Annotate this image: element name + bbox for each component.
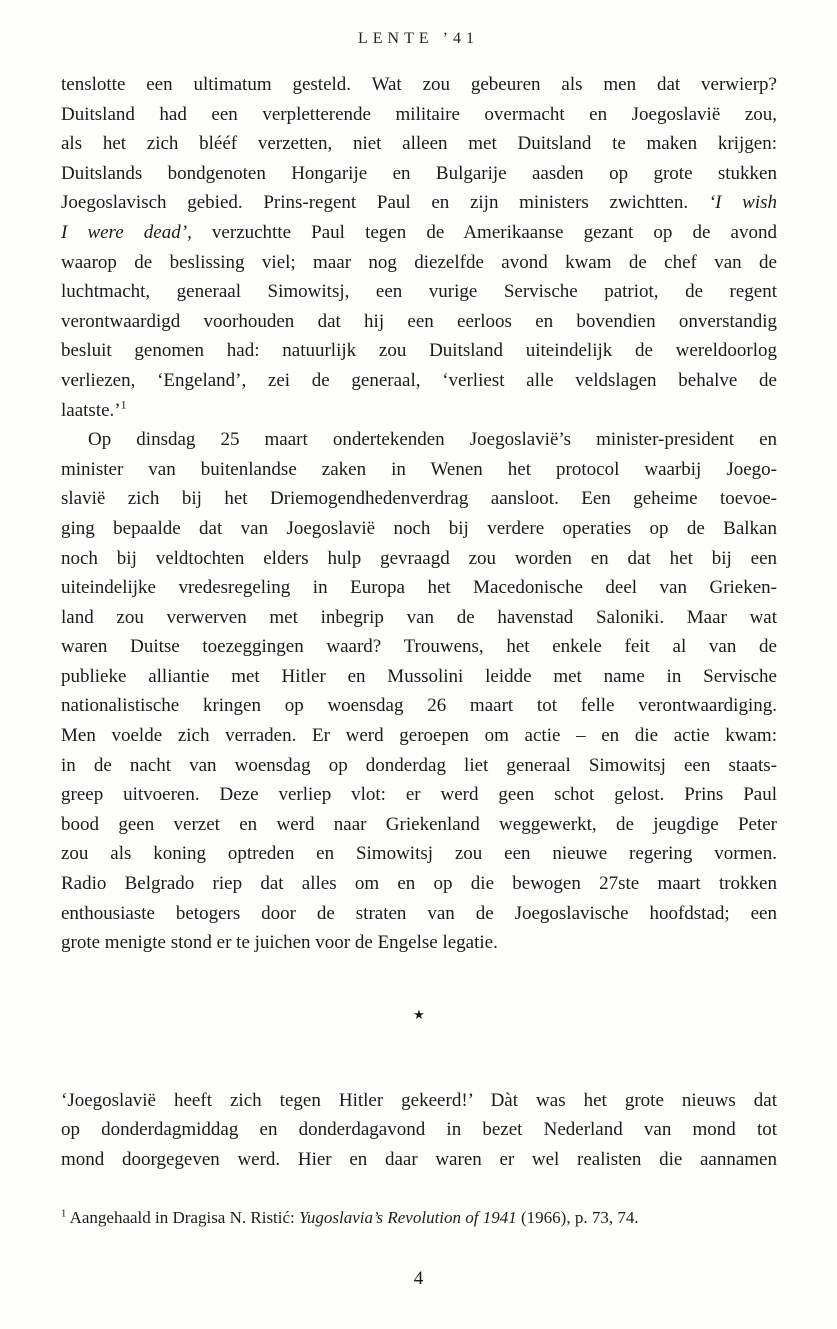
text-run: , verzuchtte Paul tegen de Amerikaanse gezant op de avond xyxy=(187,221,777,243)
text-run: Duitslands bondgenoten Hongarije en Bulgarije aasden op grote stukken xyxy=(61,162,777,184)
text-run: op donderdagmiddag en donderdagavond in bezet Nederland van mond tot xyxy=(61,1119,777,1141)
text-run: minister van buitenlandse zaken in Wenen het protocol waarbij Joego- xyxy=(61,458,777,480)
italic-run: ‘I wish xyxy=(708,192,777,214)
section-divider-star: ★ xyxy=(413,1006,425,1022)
text-line xyxy=(61,751,777,781)
text-line xyxy=(61,573,777,603)
text-line xyxy=(61,277,777,307)
superscript-marker: 1 xyxy=(120,398,127,412)
text-run: uiteindelijke vredesregeling in Europa het Macedonische deel van Grieken- xyxy=(61,577,777,599)
text-line xyxy=(61,307,777,337)
text-line xyxy=(61,1086,777,1116)
text-run: nationalistische kringen op woensdag 26 maart tot felle verontwaardiging. xyxy=(61,695,777,717)
text-run: waren Duitse toezeggingen waard? Trouwens, het enkele feit al van de xyxy=(61,636,777,658)
italic-run: I were dead’ xyxy=(61,221,188,243)
text-line xyxy=(61,1145,777,1175)
text-line xyxy=(61,632,777,662)
text-line xyxy=(61,662,777,692)
text-run: Radio Belgrado riep dat alles om en op die bewogen 27ste maart trokken xyxy=(61,873,777,895)
text-line xyxy=(61,159,777,189)
text-run: Aangehaald in Dragisa N. Ristić: xyxy=(66,1207,300,1227)
text-line xyxy=(61,839,777,869)
text-run: publieke alliantie met Hitler en Mussolini leidde met name in Servische xyxy=(61,665,777,687)
text-run: (1966), p. 73, 74. xyxy=(516,1207,639,1227)
text-line xyxy=(61,248,777,278)
text-line xyxy=(61,425,777,455)
text-line xyxy=(61,188,777,218)
text-run: bood geen verzet en werd naar Griekenland weggewerkt, de jeugdige Peter xyxy=(61,813,777,835)
text-run: in de nacht van woensdag op donderdag liet generaal Simowitsj een staats- xyxy=(61,754,777,776)
footnote xyxy=(61,1206,777,1230)
text-line xyxy=(61,218,777,248)
text-run: grote menigte stond er te juichen voor de Engelse legatie. xyxy=(61,932,498,954)
page-number: 4 xyxy=(413,1268,424,1289)
text-block xyxy=(61,70,777,1230)
text-run: noch bij veldtochten elders hulp gevraagd zou worden en dat het bij een xyxy=(61,547,777,569)
text-run: mond doorgegeven werd. Hier en daar waren er wel realisten die aannamen xyxy=(61,1149,777,1170)
text-line xyxy=(61,484,777,514)
text-run: Joegoslavisch gebied. Prins-regent Paul en zijn ministers zwichtten. xyxy=(61,192,709,214)
text-line xyxy=(61,129,777,159)
text-run: Men voelde zich verraden. Er werd geroepen om actie – en die actie kwam: xyxy=(61,725,777,747)
text-run: waarop de beslissing viel; maar nog diezelfde avond kwam de chef van de xyxy=(61,251,777,273)
text-run: slavië zich bij het Driemogendhedenverdrag aansloot. Een geheime toevoe- xyxy=(61,488,777,510)
text-line xyxy=(61,780,777,810)
text-run: verontwaardigd voorhouden dat hij een eerloos en bovendien onverstandig xyxy=(61,310,777,332)
text-run: tenslotte een ultimatum gesteld. Wat zou gebeuren als men dat verwierp? xyxy=(61,74,777,95)
text-line xyxy=(61,603,777,633)
text-line xyxy=(61,928,777,958)
text-run: zou als koning optreden en Simowitsj zou een nieuwe regering vormen. xyxy=(61,843,777,865)
paragraph-news xyxy=(61,1086,777,1175)
text-line xyxy=(61,455,777,485)
text-run: als het zich blééf verzetten, niet alleen met Duitsland te maken krijgen: xyxy=(61,133,777,155)
text-line xyxy=(61,396,777,426)
paragraph-protocol xyxy=(61,425,777,958)
text-run: ‘Joegoslavië heeft zich tegen Hitler gekeerd!’ Dàt was het grote nieuws dat xyxy=(61,1089,777,1111)
text-run: Op dinsdag 25 maart ondertekenden Joegoslavië’s minister-president en xyxy=(88,429,777,451)
text-line xyxy=(61,544,777,574)
running-head: LENTE ’41 xyxy=(358,30,479,47)
text-line xyxy=(61,514,777,544)
text-line xyxy=(61,899,777,929)
text-run: land zou verwerven met inbegrip van de havenstad Saloniki. Maar wat xyxy=(61,606,777,628)
italic-run: Yugoslavia’s Revolution of 1941 xyxy=(299,1207,517,1227)
text-line xyxy=(61,366,777,396)
superscript-marker: 1 xyxy=(61,1207,67,1219)
text-line xyxy=(61,70,777,100)
paragraph-ultimatum xyxy=(61,70,777,425)
text-line xyxy=(61,1115,777,1145)
text-run: greep uitvoeren. Deze verliep vlot: er werd geen schot gelost. Prins Paul xyxy=(61,784,777,806)
text-line xyxy=(61,869,777,899)
text-line xyxy=(61,691,777,721)
text-line xyxy=(61,721,777,751)
text-run: luchtmacht, generaal Simowitsj, een vurige Servische patriot, de regent xyxy=(61,281,777,303)
text-run: laatste.’ xyxy=(61,399,121,421)
text-run: ging bepaalde dat van Joegoslavië noch bij verdere operaties op de Balkan xyxy=(61,517,777,539)
text-line xyxy=(61,336,777,366)
text-line xyxy=(61,100,777,130)
text-line xyxy=(61,810,777,840)
text-run: besluit genomen had: natuurlijk zou Duitsland uiteindelijk de wereldoorlog xyxy=(61,340,777,362)
text-run: Duitsland had een verpletterende militaire overmacht en Joegoslavië zou, xyxy=(61,103,777,125)
text-run: enthousiaste betogers door de straten van de Joegoslavische hoofdstad; een xyxy=(61,902,777,924)
text-run: verliezen, ‘Engeland’, zei de generaal, ‘verliest alle veldslagen behalve de xyxy=(61,369,777,391)
